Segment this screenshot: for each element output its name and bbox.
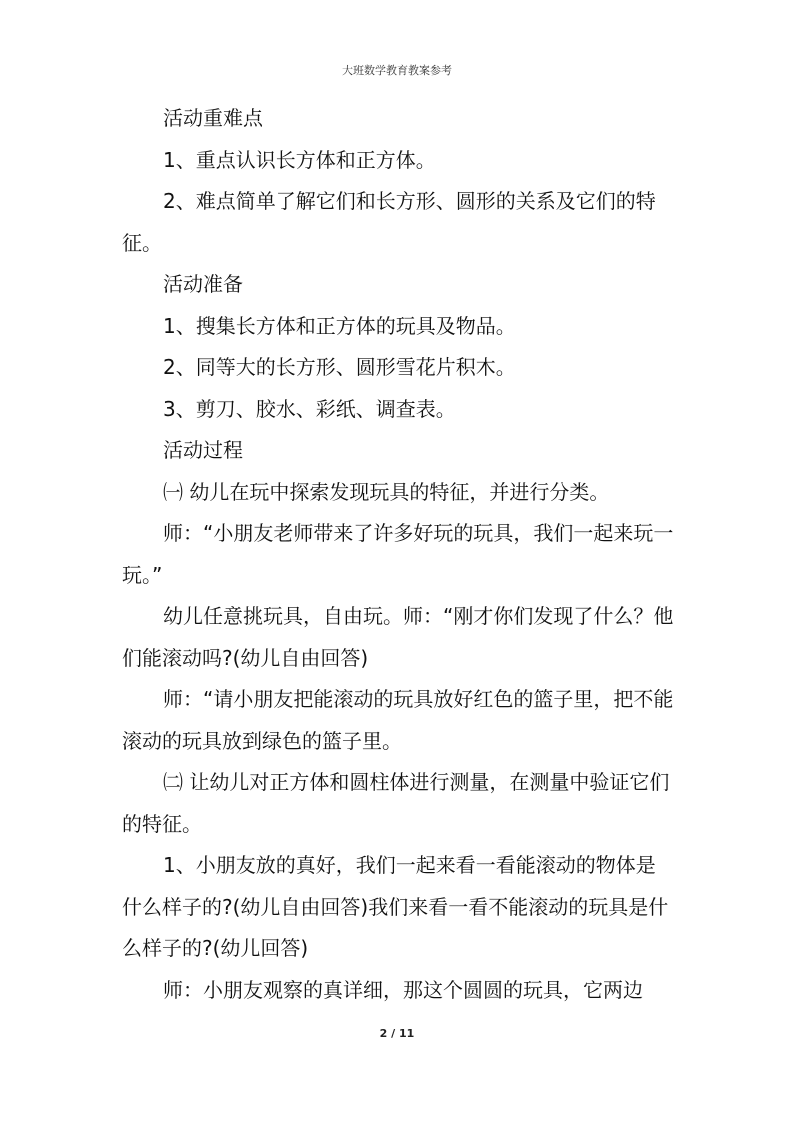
paragraph: ㈡ 让幼儿对正方体和圆柱体进行测量，在测量中验证它们的特征。 (122, 770, 670, 836)
section-heading-process: 活动过程 (163, 438, 243, 462)
paragraph: 1、搜集长方体和正方体的玩具及物品。 (163, 313, 516, 338)
paragraph: 师：“小朋友老师带来了许多好玩的玩具，我们一起来玩一玩。” (122, 521, 674, 587)
paragraph: 3、剪刀、胶水、彩纸、调查表。 (163, 396, 456, 421)
paragraph: ㈠ 幼儿在玩中探索发现玩具的特征，并进行分类。 (163, 479, 610, 504)
section-heading-preparation: 活动准备 (163, 272, 243, 296)
page-header: 大班数学教育教案参考 (342, 64, 452, 77)
paragraph: 师：“请小朋友把能滚动的玩具放好红色的篮子里，把不能滚动的玩具放到绿色的篮子里。 (122, 687, 674, 753)
paragraph: 幼儿任意挑玩具，自由玩。师：“刚才你们发现了什么？他们能滚动吗?(幼儿自由回答) (122, 604, 674, 670)
paragraph: 师：小朋友观察的真详细，那这个圆圆的玩具，它两边 (163, 977, 643, 1002)
paragraph: 1、小朋友放的真好，我们一起来看一看能滚动的物体是什么样子的?(幼儿自由回答)我们来看一看不能滚动的玩具是什么样子的?(幼儿回答) (122, 853, 669, 960)
paragraph: 2、同等大的长方形、圆形雪花片积木。 (163, 355, 516, 379)
section-heading-key-points: 活动重难点 (163, 106, 263, 130)
document-body (122, 98, 674, 1011)
paragraph: 1、重点认识长方体和正方体。 (163, 147, 436, 172)
paragraph: 2、难点简单了解它们和长方形、圆形的关系及它们的特征。 (122, 189, 656, 255)
page-number: 2 / 11 (379, 1027, 415, 1040)
